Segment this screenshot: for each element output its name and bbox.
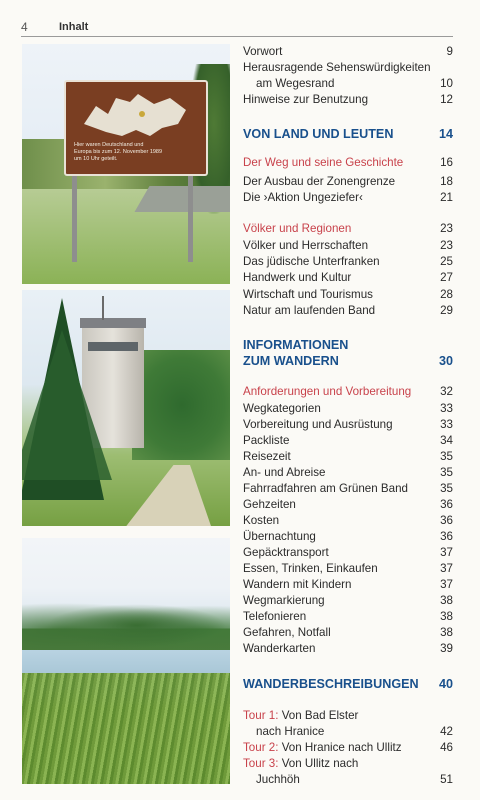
forest — [132, 350, 230, 460]
toc-entry[interactable]: Der Ausbau der Zonengrenze 18 — [243, 175, 453, 188]
toc-entry[interactable]: Telefonieren 38 — [243, 610, 453, 623]
toc-entry[interactable]: Hinweise zur Benutzung 12 — [243, 93, 453, 106]
photo-border-sign — [22, 44, 230, 284]
tour-title: Von Bad Elster — [281, 709, 359, 722]
sign-caption-line: Europa bis zum 12. November 1989 — [74, 149, 163, 155]
europe-map-icon — [66, 84, 206, 144]
tour-label: Tour 3: — [243, 757, 279, 770]
header-title: Inhalt — [59, 21, 89, 33]
reeds — [22, 673, 230, 784]
toc-entry[interactable]: Völker und Herrschaften 23 — [243, 239, 453, 252]
toc-tour-entry[interactable]: Tour 2: Von Hranice nach Ullitz 46 — [243, 741, 453, 754]
toc-entry[interactable]: Wandern mit Kindern 37 — [243, 578, 453, 591]
road — [134, 186, 230, 212]
toc-section-heading[interactable]: VON LAND UND LEUTEN 14 — [243, 127, 453, 141]
toc-entry[interactable]: An- und Abreise 35 — [243, 466, 453, 479]
toc-entry[interactable]: Herausragende Sehenswürdigkeiten — [243, 61, 431, 74]
toc-entry[interactable]: Wirtschaft und Tourismus 28 — [243, 288, 453, 301]
toc-subheading[interactable]: Anforderungen und Vorbereitung 32 — [243, 385, 453, 398]
toc-entry[interactable]: nach Hranice 42 — [256, 725, 453, 738]
tour-label: Tour 1: — [243, 709, 279, 722]
toc-entry[interactable]: Die ›Aktion Ungeziefer‹ 21 — [243, 191, 453, 204]
toc-entry[interactable]: Fahrradfahren am Grünen Band 35 — [243, 482, 453, 495]
tour-title: Von Ullitz nach — [281, 757, 359, 770]
toc-entry[interactable]: Vorwort 9 — [243, 45, 453, 58]
page-number: 4 — [21, 20, 28, 34]
toc-tour-entry[interactable] — [243, 756, 453, 772]
toc-entry[interactable]: Wegmarkierung 38 — [243, 594, 453, 607]
border-sign — [64, 80, 208, 176]
toc-entry[interactable]: am Wegesrand 10 — [256, 77, 453, 90]
toc-subheading[interactable]: Der Weg und seine Geschichte 16 — [243, 156, 453, 169]
sign-caption-line: um 10 Uhr geteilt. — [74, 156, 118, 162]
toc-entry[interactable]: Packliste 34 — [243, 434, 453, 447]
sign-post-left — [72, 172, 77, 262]
sign-caption-line: Hier waren Deutschland und — [74, 142, 144, 148]
toc-section-heading[interactable]: WANDERBESCHREIBUNGEN 40 — [243, 677, 453, 691]
toc-entry[interactable]: Kosten 36 — [243, 514, 453, 527]
photo-watchtower — [22, 290, 230, 526]
toc-entry[interactable]: Handwerk und Kultur 27 — [243, 271, 453, 284]
toc-tour-entry[interactable] — [243, 708, 453, 724]
toc-entry[interactable]: Übernachtung 36 — [243, 530, 453, 543]
toc-entry[interactable]: Gefahren, Notfall 38 — [243, 626, 453, 639]
toc-entry[interactable]: Gehzeiten 36 — [243, 498, 453, 511]
toc-section-heading[interactable]: ZUM WANDERN 30 — [243, 354, 453, 368]
sign-caption — [74, 142, 202, 163]
treeline — [22, 598, 230, 653]
spruce-tree — [22, 290, 132, 526]
sign-post-right — [188, 172, 193, 262]
toc-subheading[interactable]: Völker und Regionen 23 — [243, 222, 453, 235]
toc-entry[interactable]: Gepäcktransport 37 — [243, 546, 453, 559]
photo-lake — [22, 538, 230, 784]
toc-entry[interactable]: Natur am laufenden Band 29 — [243, 304, 453, 317]
toc-entry[interactable]: Essen, Trinken, Einkaufen 37 — [243, 562, 453, 575]
toc-entry[interactable]: Wanderkarten 39 — [243, 642, 453, 655]
toc-entry[interactable]: Wegkategorien 33 — [243, 402, 453, 415]
tour-title: Von Hranice nach Ullitz — [281, 741, 402, 754]
toc-entry[interactable]: Das jüdische Unterfranken 25 — [243, 255, 453, 268]
page-header — [21, 20, 453, 37]
toc-entry[interactable]: Vorbereitung und Ausrüstung 33 — [243, 418, 453, 431]
toc-entry[interactable]: Juchhöh 51 — [256, 773, 453, 786]
toc-entry[interactable]: Reisezeit 35 — [243, 450, 453, 463]
tour-label: Tour 2: — [243, 741, 279, 754]
toc-section-heading[interactable]: INFORMATIONEN — [243, 338, 349, 352]
